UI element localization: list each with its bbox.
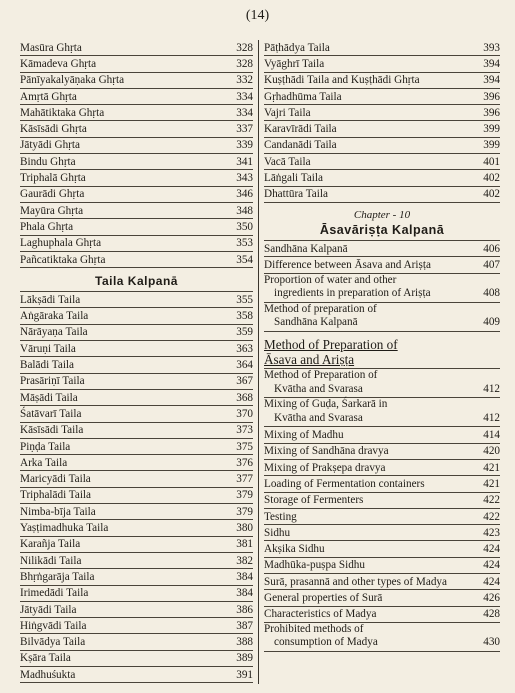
toc-entry xyxy=(264,73,500,89)
toc-entry xyxy=(264,525,500,541)
entry-page: 379 xyxy=(236,489,253,502)
entry-page: 394 xyxy=(483,58,500,70)
entry-page: 376 xyxy=(236,456,253,469)
entry-title: Kāsīsādi Ghṛta xyxy=(20,123,87,136)
toc-entry xyxy=(264,369,500,398)
entry-title: Yaṣṭimadhuka Taila xyxy=(20,522,109,535)
entry-title-line: Sandhāna Kalpanā xyxy=(274,316,358,329)
toc-entry xyxy=(264,89,500,105)
toc-entry xyxy=(20,390,253,406)
toc-entry xyxy=(20,292,253,308)
toc-entry xyxy=(264,56,500,72)
entry-title: Aṅgāraka Taila xyxy=(20,310,89,323)
toc-entry xyxy=(264,558,500,574)
entry-page: 428 xyxy=(483,608,500,621)
entry-page: 393 xyxy=(483,41,500,54)
entry-page: 377 xyxy=(236,473,253,486)
entry-page: 412 xyxy=(483,382,500,395)
entry-title-line: consumption of Madya xyxy=(274,636,378,649)
entry-title: General properties of Surā xyxy=(264,591,383,604)
toc-entry xyxy=(20,89,253,105)
toc-entry xyxy=(264,138,500,154)
entry-page: 380 xyxy=(236,522,253,535)
toc-entry xyxy=(264,476,500,492)
entry-page: 379 xyxy=(236,505,253,518)
toc-entry xyxy=(264,154,500,170)
entry-title: Bhṛṅgarāja Taila xyxy=(20,570,95,583)
toc-entry xyxy=(20,667,253,683)
taila-list xyxy=(20,292,253,683)
toc-entry xyxy=(264,274,500,303)
entry-page: 346 xyxy=(236,188,253,201)
entry-title: Piṇḍa Taila xyxy=(20,440,71,453)
entry-page: 406 xyxy=(483,242,500,255)
toc-entry xyxy=(264,541,500,557)
toc-entry xyxy=(20,455,253,471)
entry-title: Bindu Ghṛta xyxy=(20,155,76,168)
entry-page: 424 xyxy=(483,575,500,588)
entry-title: Testing xyxy=(264,510,297,523)
entry-title: Phala Ghṛta xyxy=(20,220,74,233)
entry-page: 353 xyxy=(236,237,253,250)
toc-entry xyxy=(20,170,253,186)
entry-page: 364 xyxy=(236,359,253,372)
entry-title: Triphalā Ghṛta xyxy=(20,172,86,185)
entry-page: 430 xyxy=(483,636,500,649)
subheading-line-2: Āsava and Ariṣṭa xyxy=(264,352,355,368)
entry-page: 328 xyxy=(236,58,253,70)
toc-entry xyxy=(20,439,253,455)
entry-title: Mixing of Madhu xyxy=(264,429,344,442)
toc-entry xyxy=(20,138,253,154)
entry-page: 420 xyxy=(483,445,500,458)
entry-page: 334 xyxy=(236,90,253,103)
entry-title: Śatāvarī Taila xyxy=(20,407,82,420)
entry-title: Lākṣādi Taila xyxy=(20,293,81,306)
entry-page: 396 xyxy=(483,106,500,119)
entry-title: Gṛhadhūma Taila xyxy=(264,90,342,103)
entry-page: 368 xyxy=(236,391,253,404)
entry-title: Jātyādi Taila xyxy=(20,603,77,616)
entry-title: Balādi Taila xyxy=(20,359,74,372)
entry-page: 359 xyxy=(236,326,253,339)
entry-title-line: Kvātha and Svarasa xyxy=(274,411,363,424)
entry-title: Laghuphala Ghṛta xyxy=(20,237,102,250)
entry-page: 387 xyxy=(236,619,253,632)
entry-title-line: Kvātha and Svarasa xyxy=(274,382,363,395)
entry-page: 399 xyxy=(483,123,500,136)
entry-title: Vāruṇi Taila xyxy=(20,342,76,355)
entry-page: 339 xyxy=(236,139,253,152)
entry-page: 407 xyxy=(483,258,500,271)
entry-title-line: Prohibited methods of xyxy=(264,622,364,635)
entry-title: Maricyādi Taila xyxy=(20,473,91,486)
toc-entry xyxy=(20,308,253,324)
toc-entry xyxy=(20,488,253,504)
entry-title-line: Proportion of water and other xyxy=(264,273,397,286)
toc-entry xyxy=(264,590,500,606)
entry-page: 375 xyxy=(236,440,253,453)
subheading-line-1: Method of Preparation of xyxy=(264,336,398,352)
toc-entry xyxy=(264,303,500,332)
toc-entry xyxy=(20,252,253,268)
entry-title: Mahātiktaka Ghṛta xyxy=(20,106,105,119)
entry-title: Prasāriṇī Taila xyxy=(20,375,85,388)
entry-page: 332 xyxy=(236,74,253,87)
toc-entry xyxy=(264,170,500,186)
toc-entry xyxy=(264,607,500,623)
entry-title: Mayūra Ghṛta xyxy=(20,204,84,217)
toc-entry xyxy=(20,602,253,618)
toc-entry xyxy=(264,241,500,257)
taila-continued-list xyxy=(264,40,500,203)
entry-page: 381 xyxy=(236,538,253,551)
toc-entry xyxy=(264,257,500,273)
left-column xyxy=(20,40,253,683)
toc-entry xyxy=(20,236,253,252)
entry-title: Madhuśukta xyxy=(20,668,76,681)
entry-page: 394 xyxy=(483,74,500,87)
entry-title-line: Mixing of Guḍa, Śarkarā in xyxy=(264,398,388,411)
entry-page: 426 xyxy=(483,591,500,604)
entry-page: 402 xyxy=(483,172,500,185)
toc-entry xyxy=(20,634,253,650)
toc-entry xyxy=(20,553,253,569)
entry-page: 355 xyxy=(236,293,253,306)
entry-title: Jātyādi Ghṛta xyxy=(20,139,80,152)
entry-title: Sidhu xyxy=(264,526,291,539)
entry-page: 414 xyxy=(483,429,500,442)
toc-entry xyxy=(264,444,500,460)
entry-page: 421 xyxy=(483,477,500,490)
entry-page: 402 xyxy=(483,188,500,201)
ghrta-list xyxy=(20,40,253,268)
entry-title: Masūra Ghṛta xyxy=(20,41,82,54)
entry-title: Loading of Fermentation containers xyxy=(264,477,425,490)
toc-entry xyxy=(20,325,253,341)
toc-entry xyxy=(264,460,500,476)
entry-page: 399 xyxy=(483,139,500,152)
entry-page: 384 xyxy=(236,587,253,600)
entry-title: Kāsīsādi Taila xyxy=(20,424,84,437)
toc-entry xyxy=(264,574,500,590)
entry-page: 423 xyxy=(483,526,500,539)
toc-entry xyxy=(20,504,253,520)
toc-entry xyxy=(20,586,253,602)
entry-page: 408 xyxy=(483,287,500,300)
entry-title: Sandhāna Kalpanā xyxy=(264,242,348,255)
toc-entry xyxy=(264,187,500,203)
entry-page: 363 xyxy=(236,342,253,355)
entry-title: Nilikādi Taila xyxy=(20,554,82,567)
toc-entry xyxy=(20,618,253,634)
entry-title: Madhūka-puṣpa Sidhu xyxy=(264,559,365,572)
entry-title: Vyāghrī Taila xyxy=(264,58,325,70)
toc-entry xyxy=(264,493,500,509)
entry-page: 341 xyxy=(236,155,253,168)
chapter-label: Chapter - 10 xyxy=(353,208,411,221)
entry-title: Difference between Āsava and Ariṣṭa xyxy=(264,258,431,271)
toc-entry xyxy=(20,569,253,585)
entry-page: 422 xyxy=(483,494,500,507)
entry-page: 328 xyxy=(236,41,253,54)
entry-title: Triphalādi Taila xyxy=(20,489,91,502)
right-column xyxy=(264,40,500,652)
entry-title: Kāmadeva Ghṛta xyxy=(20,58,97,70)
entry-title: Arka Taila xyxy=(20,456,68,469)
entry-title: Candanādi Taila xyxy=(264,139,337,152)
entry-title-line: Method of preparation of xyxy=(264,302,377,315)
toc-entry xyxy=(20,203,253,219)
entry-title: Vacā Taila xyxy=(264,155,311,168)
toc-entry xyxy=(20,341,253,357)
entry-page: 334 xyxy=(236,106,253,119)
toc-entry xyxy=(20,423,253,439)
entry-title: Akṣika Sidhu xyxy=(264,543,325,556)
entry-title: Mixing of Sandhāna dravya xyxy=(264,445,389,458)
entry-title: Characteristics of Madya xyxy=(264,608,377,621)
entry-page: 401 xyxy=(483,155,500,168)
entry-title: Lāṅgali Taila xyxy=(264,172,323,185)
entry-title: Gaurādi Ghṛta xyxy=(20,188,85,201)
toc-entry xyxy=(20,406,253,422)
subheading-method xyxy=(264,332,500,369)
entry-page: 412 xyxy=(483,411,500,424)
toc-entry xyxy=(20,357,253,373)
column-divider xyxy=(258,40,259,684)
entry-page: 370 xyxy=(236,407,253,420)
toc-entry xyxy=(264,40,500,56)
entry-title: Nārāyaṇa Taila xyxy=(20,326,88,339)
toc-entry xyxy=(264,623,500,652)
section-title-taila: Taila Kalpanā xyxy=(20,268,253,292)
entry-page: 389 xyxy=(236,652,253,665)
entry-title: Kuṣṭhādi Taila and Kuṣṭhādi Ghṛta xyxy=(264,74,420,87)
entry-title: Vajri Taila xyxy=(264,106,311,119)
toc-entry xyxy=(264,121,500,137)
chapter-title: Āsavāriṣṭa Kalpanā xyxy=(264,221,500,241)
entry-title-line: ingredients in preparation of Ariṣṭa xyxy=(274,287,431,300)
entry-page: 337 xyxy=(236,123,253,136)
toc-entry xyxy=(264,398,500,427)
entry-page: 422 xyxy=(483,510,500,523)
entry-title: Storage of Fermenters xyxy=(264,494,364,507)
toc-entry xyxy=(20,537,253,553)
entry-page: 396 xyxy=(483,90,500,103)
page-number: (14) xyxy=(245,8,270,23)
entry-title: Surā, prasannā and other types of Madya xyxy=(264,575,447,588)
entry-page: 354 xyxy=(236,253,253,266)
entry-title: Amṛtā Ghṛta xyxy=(20,90,77,103)
toc-entry xyxy=(264,105,500,121)
entry-page: 409 xyxy=(483,316,500,329)
entry-page: 386 xyxy=(236,603,253,616)
entry-title: Hiṅgvādi Taila xyxy=(20,619,87,632)
entry-title: Irimedādi Taila xyxy=(20,587,89,600)
entry-title: Kṣāra Taila xyxy=(20,652,71,665)
toc-entry xyxy=(20,121,253,137)
entry-title: Karavīrādi Taila xyxy=(264,123,337,136)
chapter-items-list xyxy=(264,241,500,332)
entry-title-line: Method of Preparation of xyxy=(264,368,378,381)
entry-page: 343 xyxy=(236,172,253,185)
toc-entry xyxy=(20,219,253,235)
toc-entry xyxy=(20,187,253,203)
toc-entry xyxy=(20,40,253,56)
toc-entry xyxy=(20,56,253,72)
entry-title: Karañja Taila xyxy=(20,538,81,551)
entry-title: Pānīyakalyāṇaka Ghṛta xyxy=(20,74,125,87)
entry-page: 424 xyxy=(483,543,500,556)
toc-entry xyxy=(20,374,253,390)
toc-entry xyxy=(20,651,253,667)
method-items-list xyxy=(264,369,500,652)
toc-entry xyxy=(20,471,253,487)
entry-page: 373 xyxy=(236,424,253,437)
entry-page: 382 xyxy=(236,554,253,567)
entry-page: 367 xyxy=(236,375,253,388)
entry-title: Nimba-bīja Taila xyxy=(20,505,96,518)
entry-page: 424 xyxy=(483,559,500,572)
entry-page: 384 xyxy=(236,570,253,583)
entry-title: Pañcatiktaka Ghṛta xyxy=(20,253,106,266)
toc-entry xyxy=(20,73,253,89)
entry-page: 348 xyxy=(236,204,253,217)
entry-title: Māṣādi Taila xyxy=(20,391,78,404)
toc-entry xyxy=(264,509,500,525)
entry-title: Bilvādya Taila xyxy=(20,636,86,649)
entry-title: Dhattūra Taila xyxy=(264,188,328,201)
entry-title: Pāṭhādya Taila xyxy=(264,41,330,54)
entry-page: 388 xyxy=(236,636,253,649)
toc-entry xyxy=(20,520,253,536)
entry-page: 421 xyxy=(483,461,500,474)
toc-entry xyxy=(20,105,253,121)
entry-page: 350 xyxy=(236,220,253,233)
toc-entry xyxy=(264,427,500,443)
entry-page: 391 xyxy=(236,668,253,681)
entry-page: 358 xyxy=(236,310,253,323)
entry-title: Mixing of Prakṣepa dravya xyxy=(264,461,386,474)
toc-entry xyxy=(20,154,253,170)
